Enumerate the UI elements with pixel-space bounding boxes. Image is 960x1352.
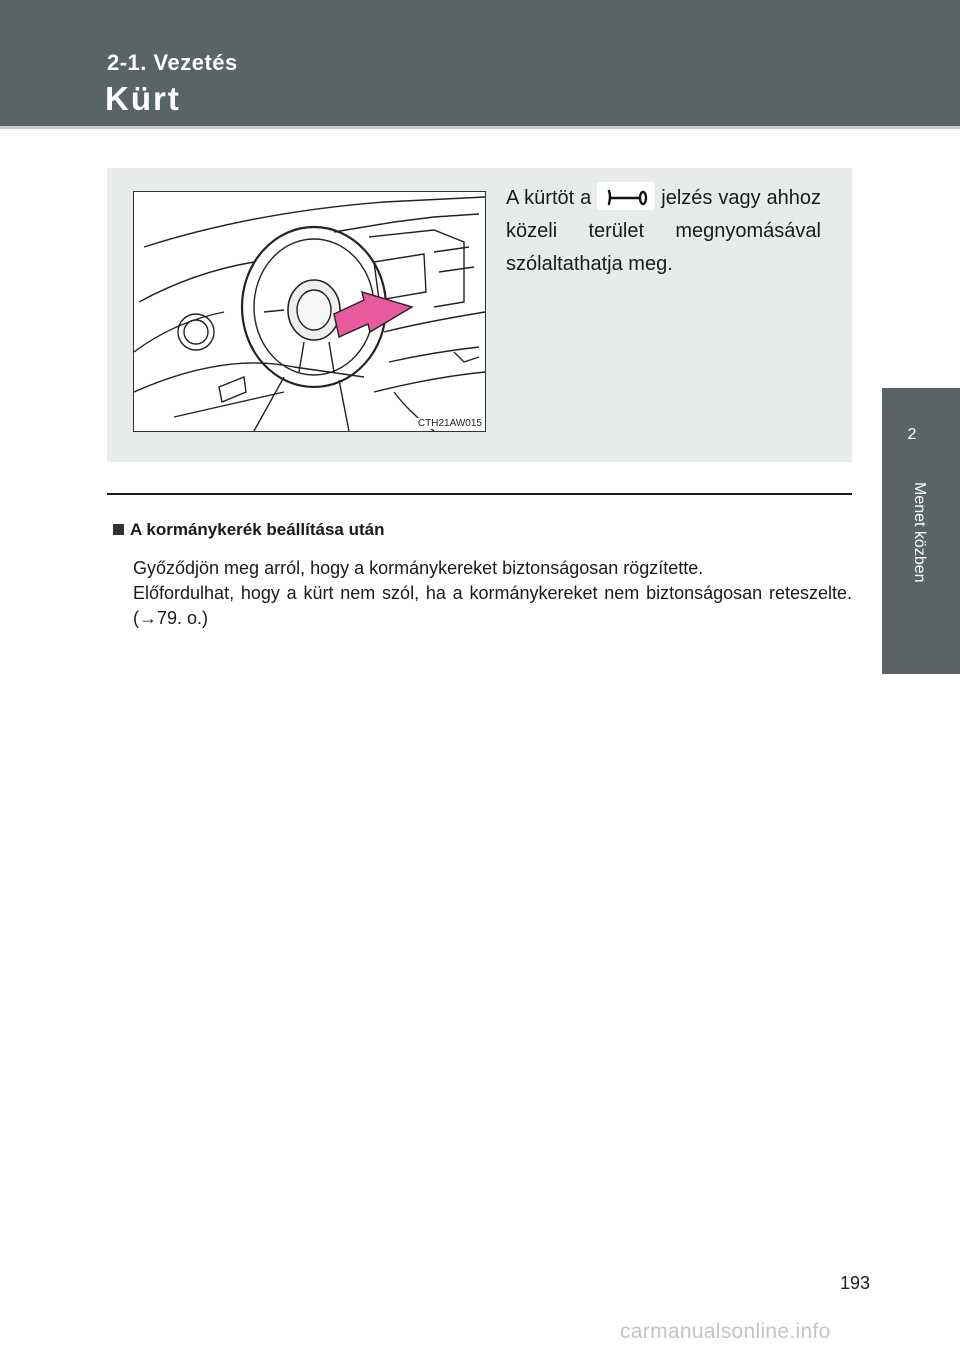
square-bullet-icon [113, 524, 124, 535]
section-divider [107, 493, 852, 495]
chapter-tab-label: Menet közben [911, 482, 928, 583]
steering-wheel-press-icon [134, 192, 485, 431]
note-body-line1: Győződjön meg arról, hogy a kormánykereket biztonságosan rögzítette. [133, 558, 704, 578]
note-body [133, 556, 852, 631]
page-number: 193 [840, 1273, 871, 1293]
horn-instruction [506, 182, 821, 281]
watermark: carmanualsonline.info [620, 1320, 831, 1343]
note-body-paragraph [133, 581, 852, 631]
note-title [113, 520, 385, 540]
chapter-tab-number: 2 [907, 426, 917, 443]
page-header [0, 0, 960, 128]
instruction-text-end: jelzés vagy ahhoz közeli terület megnyomásával szólaltathatja meg. [506, 187, 821, 275]
note-title-text: A kormánykerék beállítása után [130, 520, 385, 539]
illustration-code: CTH21AW015 [417, 418, 482, 429]
section-number: 2-1. Vezetés [107, 50, 238, 75]
header-divider [0, 126, 960, 129]
instruction-text-start: A kürtöt a [506, 187, 592, 209]
ref-open: ( [133, 608, 139, 628]
chapter-tab[interactable] [882, 388, 960, 674]
arrow-icon: → [139, 608, 157, 628]
horn-icon [597, 182, 655, 210]
page-title: Kürt [105, 80, 181, 117]
page-reference-link[interactable]: 79. o.) [157, 608, 209, 628]
note-body-line2: Előfordulhat, hogy a kürt nem szól, ha a kormánykereket nem biztonságosan reteszelte. [133, 583, 852, 603]
steering-wheel-illustration [133, 191, 486, 432]
